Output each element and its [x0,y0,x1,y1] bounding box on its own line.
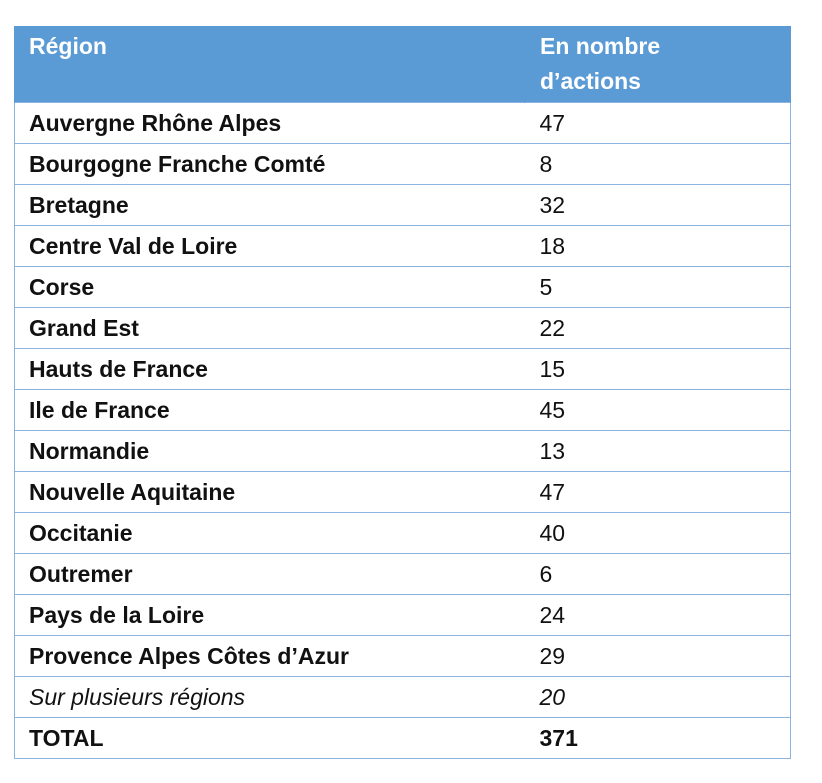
region-cell: Occitanie [15,513,525,554]
table-row [15,103,791,144]
table-row [15,636,791,677]
region-cell: Nouvelle Aquitaine [15,472,525,513]
region-cell: Bretagne [15,185,525,226]
count-cell: 22 [525,308,791,349]
count-cell: 47 [525,103,791,144]
count-cell: 29 [525,636,791,677]
count-cell: 47 [525,472,791,513]
multi-region-label: Sur plusieurs régions [15,677,525,718]
count-cell: 45 [525,390,791,431]
table-row [15,144,791,185]
region-cell: Provence Alpes Côtes d’Azur [15,636,525,677]
table-row [15,349,791,390]
count-cell: 24 [525,595,791,636]
count-cell: 15 [525,349,791,390]
region-cell: Centre Val de Loire [15,226,525,267]
region-cell: Bourgogne Franche Comté [15,144,525,185]
region-cell: Hauts de France [15,349,525,390]
total-label: TOTAL [15,718,525,759]
table-row [15,513,791,554]
region-cell: Ile de France [15,390,525,431]
count-cell: 6 [525,554,791,595]
region-cell: Normandie [15,431,525,472]
multi-region-count: 20 [525,677,791,718]
table-row [15,390,791,431]
count-cell: 40 [525,513,791,554]
region-cell: Outremer [15,554,525,595]
table-row [15,308,791,349]
total-row [15,718,791,759]
header-count-line2: d’actions [540,68,641,94]
table-header-row [15,26,791,103]
multi-region-row [15,677,791,718]
count-cell: 18 [525,226,791,267]
region-cell: Auvergne Rhône Alpes [15,103,525,144]
region-cell: Pays de la Loire [15,595,525,636]
regions-table [14,26,791,759]
table-row [15,185,791,226]
table-row [15,554,791,595]
header-count-line1: En nombre [540,33,661,59]
table-row [15,595,791,636]
table-row [15,226,791,267]
count-cell: 8 [525,144,791,185]
total-count: 371 [525,718,791,759]
region-cell: Grand Est [15,308,525,349]
count-cell: 13 [525,431,791,472]
table-row [15,472,791,513]
count-cell: 32 [525,185,791,226]
header-count [525,26,791,103]
region-cell: Corse [15,267,525,308]
header-region: Région [15,26,525,103]
table-row [15,431,791,472]
count-cell: 5 [525,267,791,308]
table-row [15,267,791,308]
